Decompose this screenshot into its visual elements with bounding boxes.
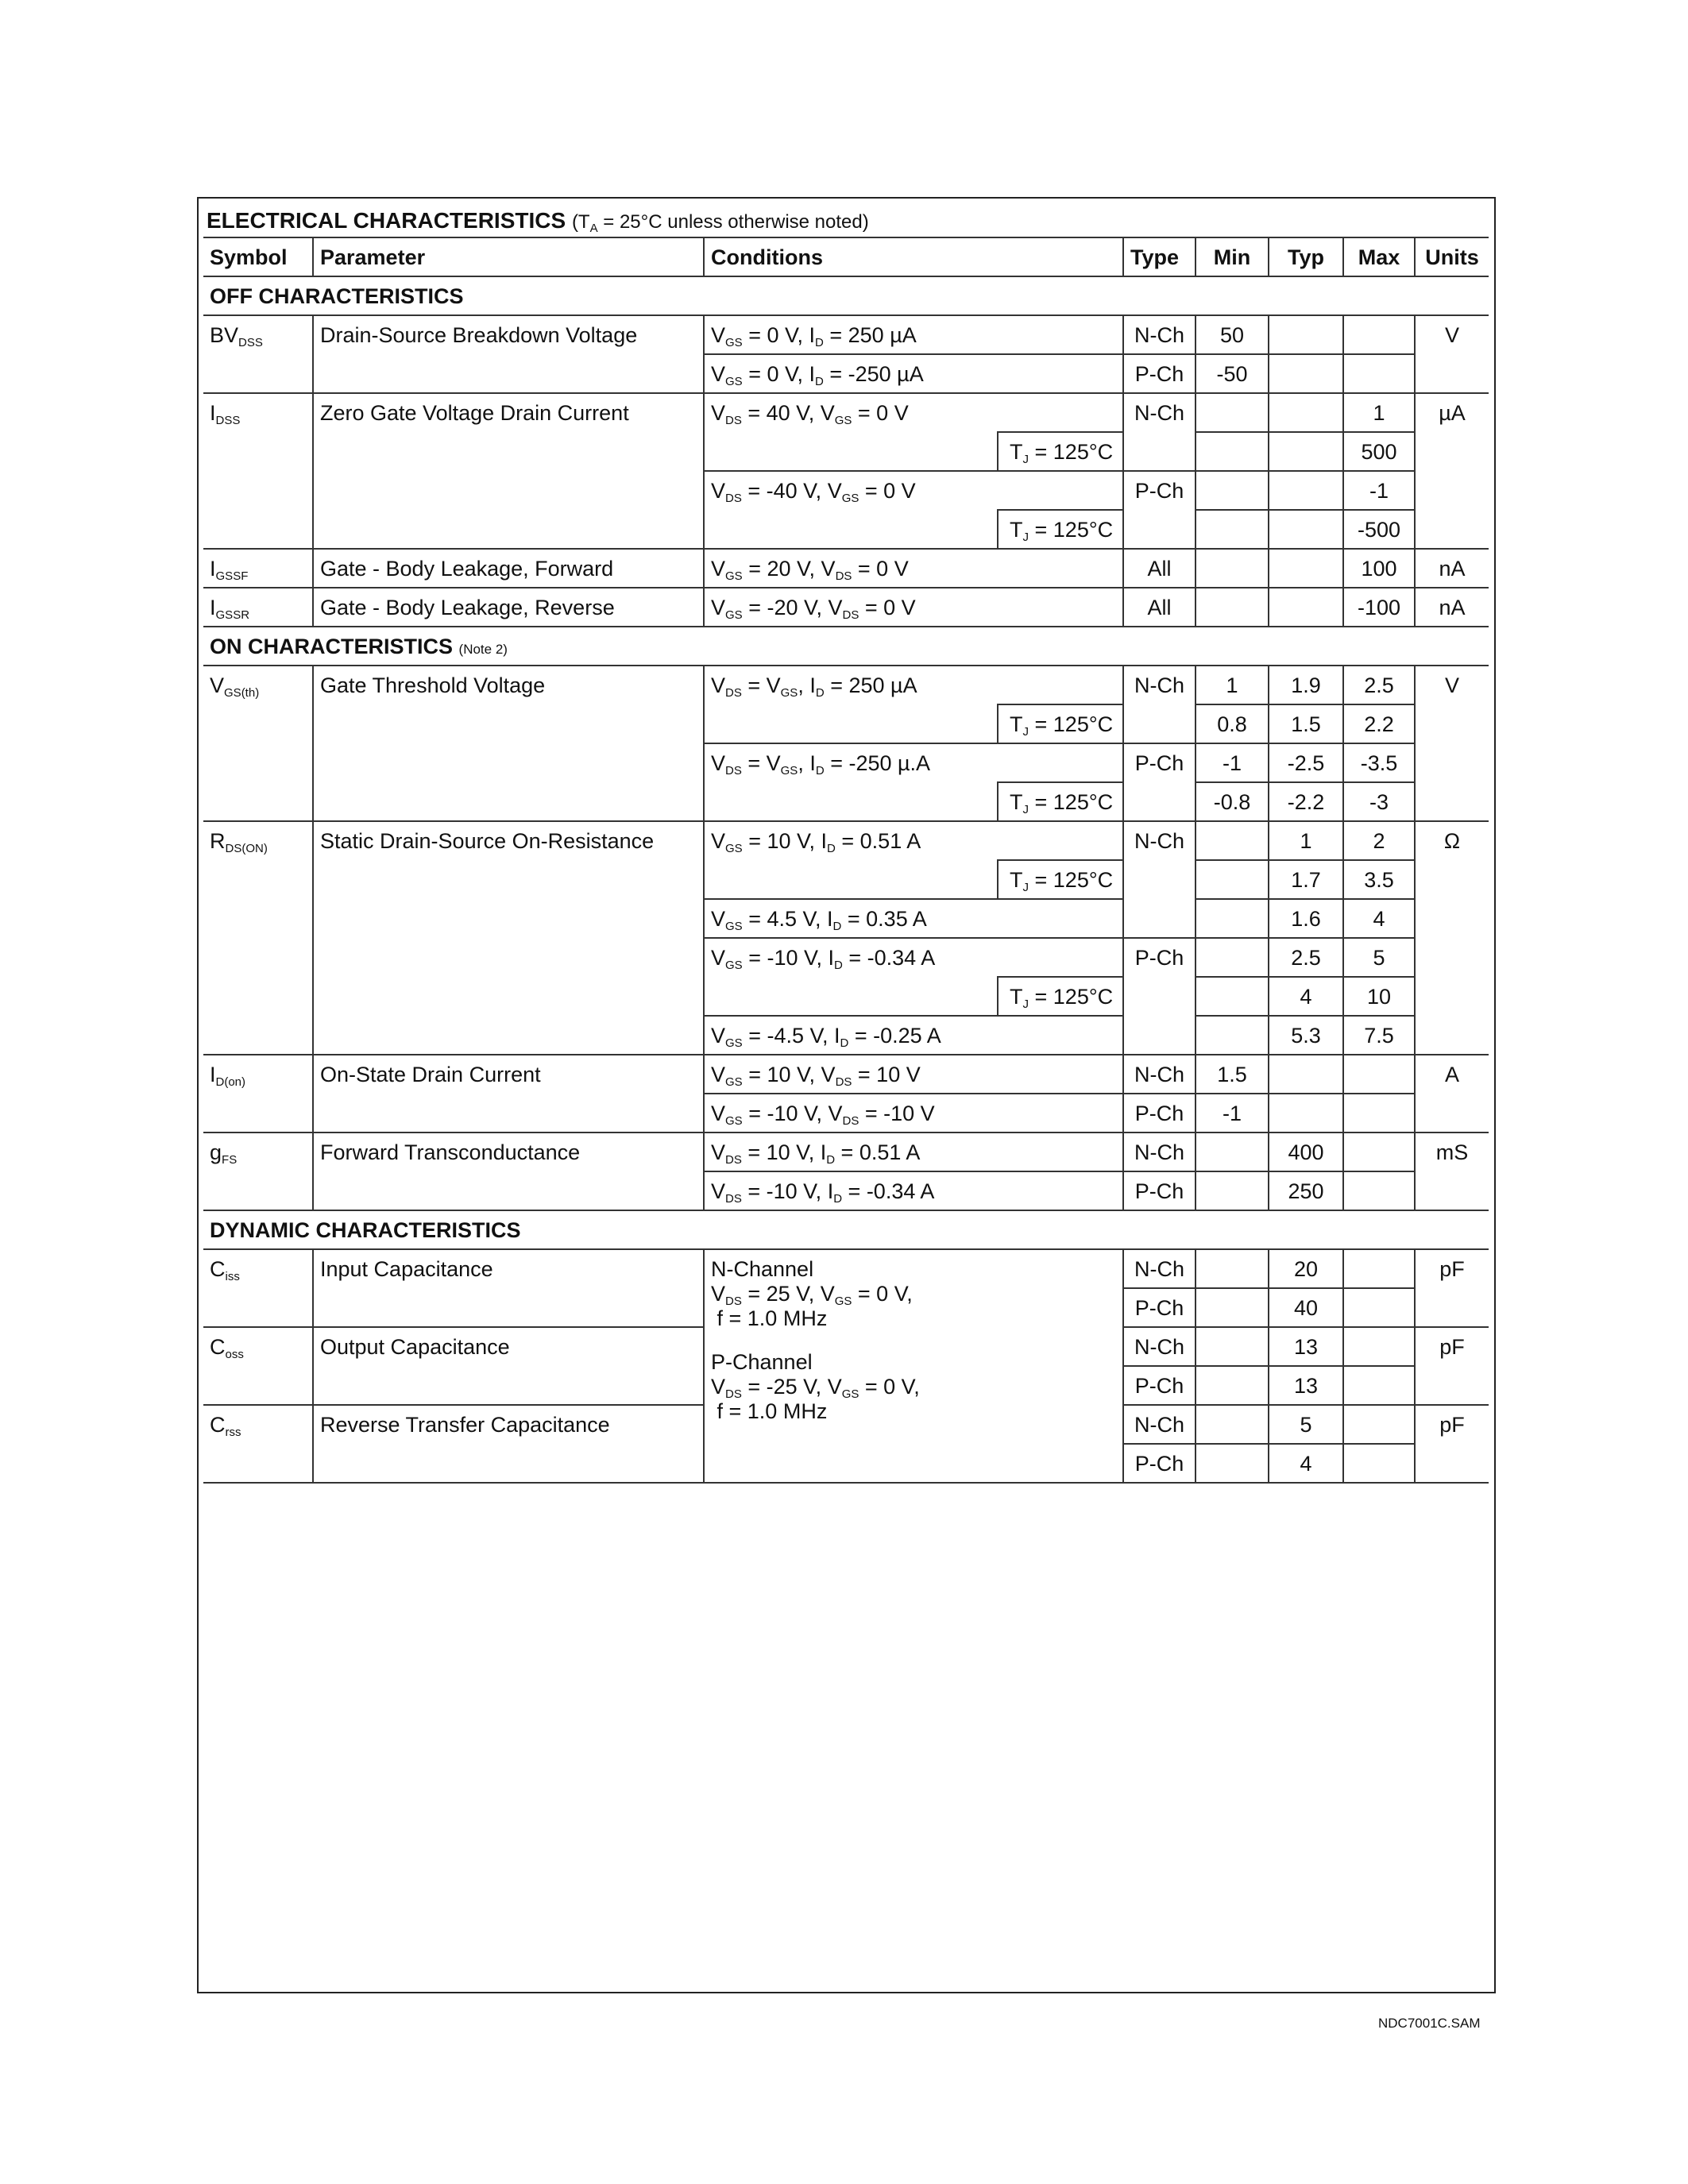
table-row: $T_J = 125^\circ C$ 0.8 1.5 2.2 (203, 704, 1489, 743)
table-row: $C_{rss}$ Reverse Transfer Capacitance N-Ch 5 pF (203, 1405, 1489, 1444)
table-row: $R_{DS(ON)}$ Static Drain-Source On-Resistance $V_{GS} = 10$ V, $I_D = 0.51$ A N-Ch 1 2 Ω (203, 821, 1489, 860)
table-row: $g_{FS}$ Forward Transconductance $V_{DS} = 10$ V, $I_D = 0.51$ A N-Ch 400 mS (203, 1133, 1489, 1171)
section-dynamic: DYNAMIC CHARACTERISTICS (203, 1210, 1489, 1249)
table-row: $V_{DS} = V_{GS}$, $I_D = -250$ µ.A P-Ch -1 -2.5 -3.5 (203, 743, 1489, 782)
table-row: $I_{GSSR}$ Gate - Body Leakage, Reverse $V_{GS} = -20$ V, $V_{DS} = 0$ V All -100 nA (203, 588, 1489, 627)
table-row: P-Ch 13 (203, 1366, 1489, 1405)
table-row: $T_J = 125^\circ C$ 500 (203, 432, 1489, 471)
table-row: $V_{GS(th)}$ Gate Threshold Voltage $V_{DS} = V_{GS}$, $I_D = 250$ µA N-Ch 1 1.9 2.5 V (203, 666, 1489, 704)
table-row: $V_{GS} = 0$ V, $I_D = -250$ µA P-Ch -50 (203, 354, 1489, 393)
section-on: ON CHARACTERISTICS (Note 2) (203, 627, 1489, 666)
document-id: NDC7001C.SAM (1378, 2016, 1481, 2031)
table-row: $V_{GS} = -4.5$ V, $I_D = -0.25$ A 5.3 7.5 (203, 1016, 1489, 1055)
table-row: $BV_{DSS}$ Drain-Source Breakdown Voltage $V_{GS} = 0$ V, $I_D = 250$ µA N-Ch 50 V (203, 315, 1489, 354)
table-row: $V_{DS} = -10$ V, $I_D = -0.34$ A P-Ch 250 (203, 1171, 1489, 1210)
dynamic-conditions: N-Channel $V_{DS} = 25$ V, $V_{GS} = 0$ V, f = 1.0 MHz P-Channel $V_{DS} = -25$ V, $V_{GS} = 0$ V, f = 1.0 MHz (704, 1249, 1123, 1483)
table-row: $V_{DS} = -40$ V, $V_{GS} = 0$ V P-Ch -1 (203, 471, 1489, 510)
header-row: Symbol Parameter Conditions Type Min Typ Max Units (203, 237, 1489, 276)
electrical-characteristics-table (203, 237, 1489, 1484)
table-title: ELECTRICAL CHARACTERISTICS ($T_A = 25^\circ C$ unless otherwise noted) (207, 208, 869, 235)
table-row: $T_J = 125^\circ C$ 1.7 3.5 (203, 860, 1489, 899)
table-row: $V_{GS} = 4.5$ V, $I_D = 0.35$ A 1.6 4 (203, 899, 1489, 938)
table-row: $C_{iss}$ Input Capacitance N-Channel $V_{DS} = 25$ V, $V_{GS} = 0$ V, f = 1.0 MHz P-Channel $V_{DS} = -25$ V, $V_{GS} = 0$ V, f = 1.0 MHz N-Ch 20 pF (203, 1249, 1489, 1288)
table-row: $C_{oss}$ Output Capacitance N-Ch 13 pF (203, 1327, 1489, 1366)
table-row: $T_J = 125^\circ C$ -500 (203, 510, 1489, 549)
section-off: OFF CHARACTERISTICS (203, 276, 1489, 315)
table-row: P-Ch 40 (203, 1288, 1489, 1327)
table-row: $V_{GS} = -10$ V, $V_{DS} = -10$ V P-Ch -1 (203, 1094, 1489, 1133)
table-row: P-Ch 4 (203, 1444, 1489, 1483)
table-row: $V_{GS} = -10$ V, $I_D = -0.34$ A P-Ch 2.5 5 (203, 938, 1489, 977)
table-row: $I_{GSSF}$ Gate - Body Leakage, Forward $V_{GS} = 20$ V, $V_{DS} = 0$ V All 100 nA (203, 549, 1489, 588)
table-row: $I_{DSS}$ Zero Gate Voltage Drain Current $V_{DS} = 40$ V, $V_{GS} = 0$ V N-Ch 1 µA (203, 393, 1489, 432)
table-row: $T_J = 125^\circ C$ -0.8 -2.2 -3 (203, 782, 1489, 821)
table-row: $I_{D(on)}$ On-State Drain Current $V_{GS} = 10$ V, $V_{DS} = 10$ V N-Ch 1.5 A (203, 1055, 1489, 1094)
table-row: $T_J = 125^\circ C$ 4 10 (203, 977, 1489, 1016)
